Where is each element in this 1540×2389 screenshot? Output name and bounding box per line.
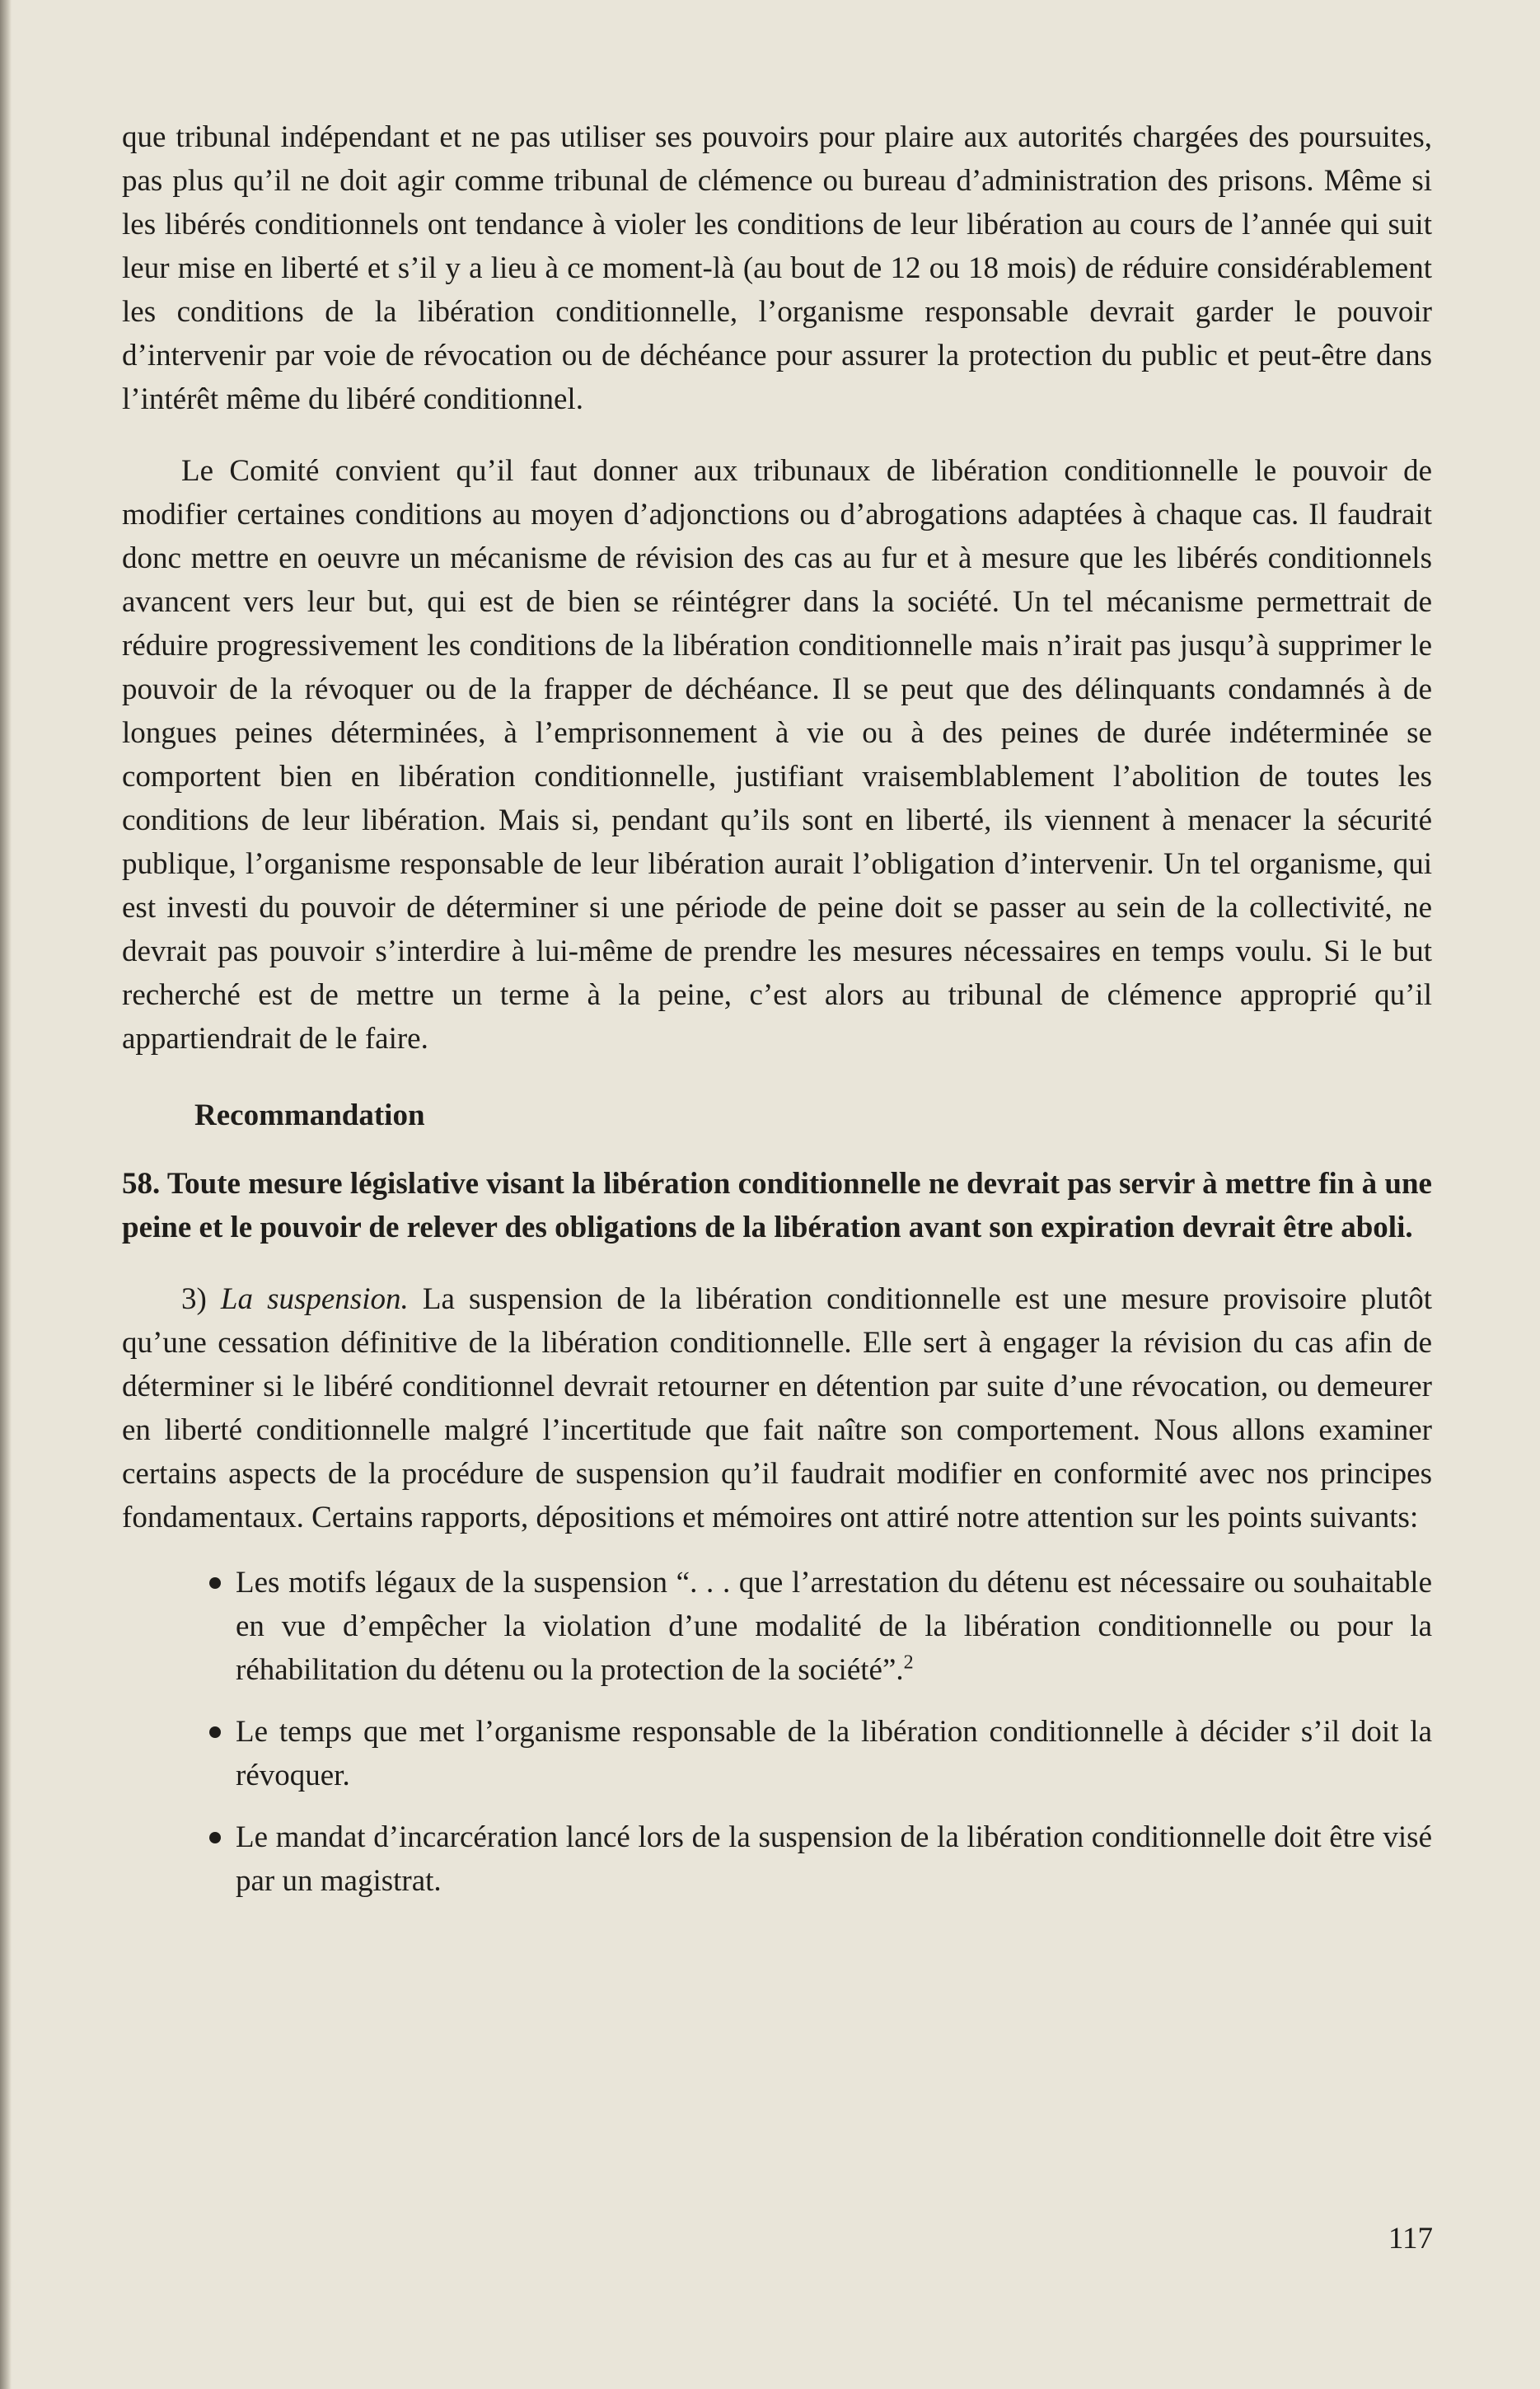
bullet-icon <box>209 1832 221 1843</box>
page-binding-edge <box>0 0 12 2389</box>
paragraph-comite: Le Comité convient qu’il faut donner aux tribunaux de libération conditionnelle le pouvoir de modifier certaines conditions au moyen d’adjonctions ou d’abrogations adaptées à chaque cas. Il faudrait donc mettre en oeuvre un mécanisme de révision des cas au fur et à mesure que les libérés conditionnels avancent vers leur but, qui est de bien se réintégrer dans la société. Un tel mécanisme permettrait de réduire progressivement les conditions de la libération conditionnelle mais n’irait pas jusqu’à supprimer le pouvoir de la révoquer ou de la frapper de déchéance. Il se peut que des délinquants condamnés à de longues peines déterminées, à l’emprisonnement à vie ou à des peines de durée indéterminée se comportent bien en libération conditionnelle, justifiant vraisemblablement l’abolition de toutes les conditions de leur libération. Mais si, pendant qu’ils sont en liberté, ils viennent à menacer la sécurité publique, l’organisme responsable de leur libération aurait l’obligation d’intervenir. Un tel organisme, qui est investi du pouvoir de déterminer si une période de peine doit se passer au sein de la collectivité, ne devrait pas pouvoir s’interdire à lui-même de prendre les mesures nécessaires en temps voulu. Si le but recherché est de mettre un terme à la peine, c’est alors au tribunal de clémence approprié qu’il appartiendrait de le faire. <box>122 454 1432 1056</box>
paragraph-continuation: que tribunal indépendant et ne pas utiliser ses pouvoirs pour plaire aux autorités chargées des poursuites, pas plus qu’il ne doit agir comme tribunal de clémence ou bureau d’administration des prisons. Même si les libérés conditionnels ont tendance à violer les conditions de leur libération au cours de l’année qui suit leur mise en liberté et s’il y a lieu à ce moment-là (au bout de 12 ou 18 mois) de réduire considérablement les conditions de la libération conditionnelle, l’organisme responsable devrait garder le pouvoir d’intervenir par voie de révocation ou de déchéance pour assurer la protection du public et peut-être dans l’intérêt même du libéré conditionnel. <box>122 120 1432 416</box>
list-item-text: Le mandat d’incarcération lancé lors de la suspension de la libération conditionnelle doit être visé par un magistrat. <box>236 1820 1432 1898</box>
recommendation-58 <box>122 1162 1432 1249</box>
recommendation-number: 58. <box>122 1167 161 1201</box>
bullet-icon <box>209 1577 221 1589</box>
document-page <box>122 115 1432 1921</box>
section-text: La suspension de la libération conditionnelle est une mesure provisoire plutôt qu’une cessation définitive de la libération conditionnelle. Elle sert à engager la révision du cas afin de déterminer si le libéré conditionnel devrait retourner en détention par suite d’une révocation, ou demeurer en liberté conditionnelle malgré l’incertitude que fait naître son comportement. Nous allons examiner certains aspects de la procédure de suspension qu’il faudrait modifier en conformité avec nos principes fondamentaux. Certains rapports, dépositions et mémoires ont attiré notre attention sur les points suivants: <box>122 1282 1432 1534</box>
section-title: La suspension. <box>220 1282 409 1316</box>
section-label: 3) <box>181 1282 207 1316</box>
recommendation-text: Toute mesure législative visant la libération conditionnelle ne devrait pas servir à mettre fin à une peine et le pouvoir de relever des obligations de la libération avant son expiration devrait être aboli. <box>122 1167 1432 1244</box>
list-item <box>122 1561 1432 1692</box>
list-item <box>122 1815 1432 1903</box>
list-item-text: Les motifs légaux de la suspension “. . . que l’arrestation du détenu est nécessaire ou souhaitable en vue d’empêcher la violation d’une modalité de la libération conditionnelle ou pour la réhabilitation du détenu ou la protection de la société”. <box>236 1566 1432 1687</box>
list-item <box>122 1710 1432 1797</box>
footnote-marker: 2 <box>903 1651 914 1674</box>
paragraph-suspension <box>122 1277 1432 1539</box>
suspension-points-list <box>122 1561 1432 1903</box>
list-item-text: Le temps que met l’organisme responsable de la libération conditionnelle à décider s’il doit la révoquer. <box>236 1715 1432 1792</box>
recommendation-heading: Recommandation <box>194 1098 425 1132</box>
bullet-icon <box>209 1726 221 1738</box>
page-number: 117 <box>1388 2222 1433 2255</box>
